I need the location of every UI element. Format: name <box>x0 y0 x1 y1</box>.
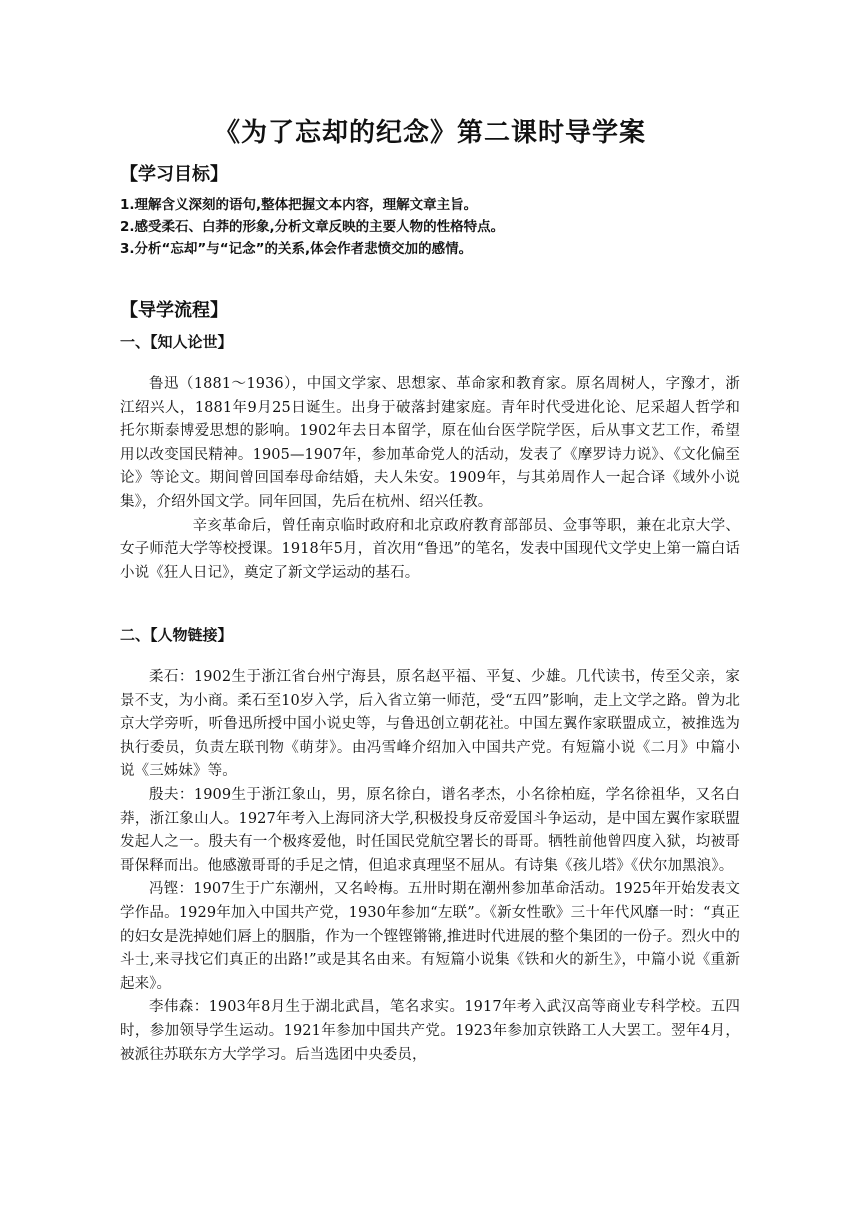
section-heading-author: 一、【知人论世】 <box>120 333 233 351</box>
section-characters-body <box>120 666 740 1067</box>
document-title: 《为了忘却的纪念》第二课时导学案 <box>213 118 646 148</box>
paragraph-luxun-career: 辛亥革命后，曾任南京临时政府和北京政府教育部部员、佥事等职，兼在北京大学、女子师范大学等校授课。1918年5月，首次用“鲁迅”的笔名，发表中国现代文学史上第一篇白话小说《狂人日记》，奠定了新文学运动的基石。 <box>120 517 740 581</box>
goals-list <box>120 194 760 260</box>
paragraph-yinfu: 殷夫：1909生于浙江象山，男，原名徐白，谱名孝杰，小名徐柏庭，学名徐祖华，又名白莽，浙江象山人。1927年考入上海同济大学,积极投身反帝爱国斗争运动，是中国左翼作家联盟发起人之一。殷夫有一个极疼爱他，时任国民党航空署长的哥哥。牺牲前他曾四度入狱，均被哥哥保释而出。他感激哥哥的手足之情，但追求真理坚不屈从。有诗集《孩儿塔》《伏尔加黑浪》。 <box>120 786 740 874</box>
goal-item: 2.感受柔石、白莽的形象,分析文章反映的主要人物的性格特点。 <box>120 219 505 235</box>
goals-heading: 【学习目标】 <box>120 164 228 185</box>
paragraph-roushi: 柔石：1902生于浙江省台州宁海县，原名赵平福、平复、少雄。几代读书，传至父亲，家景不支，为小商。柔石至10岁入学，后入省立第一师范，受“五四”影响，走上文学之路。曾为北京大学旁听，听鲁迅所授中国小说史等，与鲁迅创立朝花社。中国左翼作家联盟成立，被推选为执行委员，负责左联刊物《萌芽》。由冯雪峰介绍加入中国共产党。有短篇小说《二月》中篇小说《三姊妹》等。 <box>120 669 740 780</box>
goal-item: 1.理解含义深刻的语句,整体把握文本内容，理解文章主旨。 <box>120 197 478 213</box>
paragraph-fengkeng: 冯铿：1907生于广东潮州，又名岭梅。五卅时期在潮州参加革命活动。1925年开始发表文学作品。1929年加入中国共产党，1930年参加“左联”。《新女性歌》三十年代风靡一时：“真正的妇女是洗掉她们唇上的胭脂，作为一个铿铿锵锵,推进时代进展的整个集团的一份子。烈火中的斗士,来寻找它们真正的出路!”或是其名由来。有短篇小说集《铁和火的新生》，中篇小说《重新起来》。 <box>120 881 740 992</box>
paragraph-liweisen: 李伟森：1903年8月生于湖北武昌，笔名求实。1917年考入武汉高等商业专科学校。五四时，参加领导学生运动。1921年参加中国共产党。1923年参加京铁路工人大罢工。翌年4月，被派往苏联东方大学学习。后当选团中央委员， <box>120 999 740 1063</box>
section-heading-characters: 二、【人物链接】 <box>120 626 233 644</box>
goal-item: 3.分析“忘却”与“记念”的关系,体会作者悲愤交加的感情。 <box>120 241 473 257</box>
section-author-body <box>120 373 740 585</box>
process-heading: 【导学流程】 <box>120 300 228 321</box>
paragraph-luxun-bio: 鲁迅（1881～1936），中国文学家、思想家、革命家和教育家。原名周树人，字豫才，浙江绍兴人，1881年9月25日诞生。出身于破落封建家庭。青年时代受进化论、尼采超人哲学和托尔斯泰博爱思想的影响。1902年去日本留学，原在仙台医学院学医，后从事文艺工作，希望用以改变国民精神。1905—1907年，参加革命党人的活动，发表了《摩罗诗力说》、《文化偏至论》等论文。期间曾回国奉母命结婚，夫人朱安。1909年，与其弟周作人一起合译《域外小说集》，介绍外国文学。同年回国，先后在杭州、绍兴任教。 <box>120 376 740 510</box>
